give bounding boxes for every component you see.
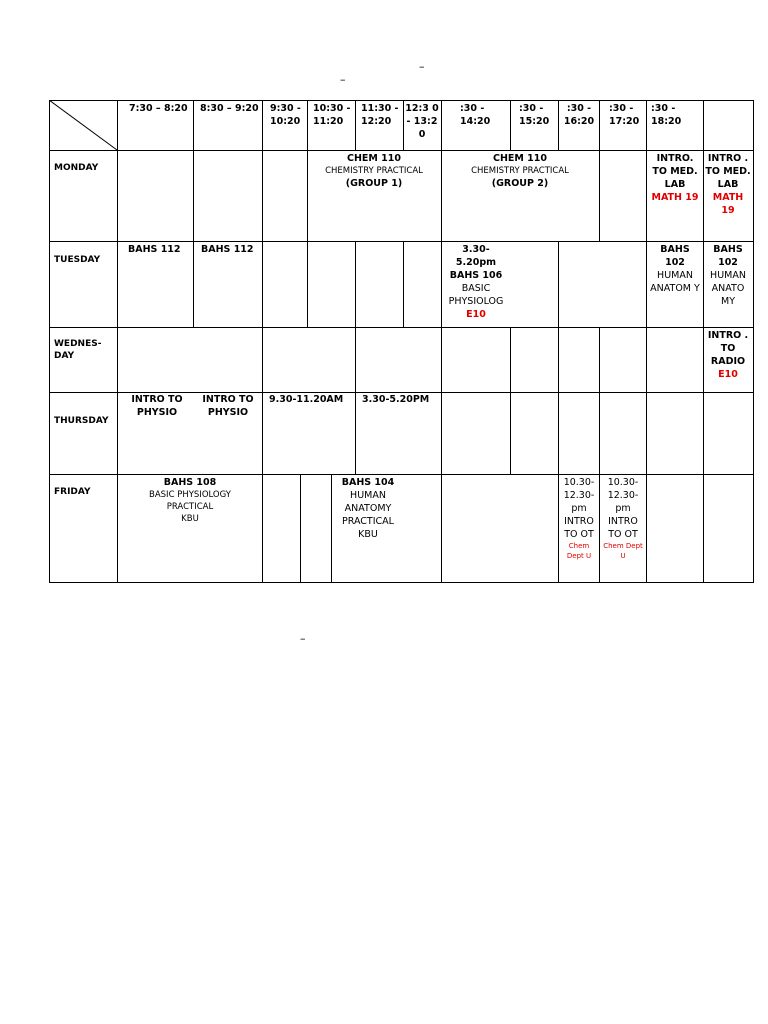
course-title: CHEMISTRY PRACTICAL bbox=[325, 166, 423, 176]
class-intro-ot bbox=[601, 476, 645, 561]
course-room: Chem Dept U bbox=[603, 542, 643, 560]
course-code: CHEM 110 bbox=[346, 153, 401, 164]
time-header: :30 - 14:20 bbox=[460, 103, 491, 127]
course-title: BASIC PHYSIOLOGY PRACTICAL bbox=[149, 490, 231, 512]
course-place: KBU bbox=[181, 514, 199, 524]
day-label-tuesday: TUESDAY bbox=[54, 255, 101, 265]
course-title: HUMAN ANATO MY bbox=[710, 270, 746, 307]
course-title: CHEMISTRY PRACTICAL bbox=[471, 166, 569, 176]
time-header: 8:30 – 9:20 bbox=[200, 103, 259, 114]
course-room: MATH 19 bbox=[651, 192, 699, 203]
day-label-friday: FRIDAY bbox=[54, 487, 91, 497]
course-title: INTRO . TO RADIO bbox=[707, 330, 749, 367]
course-place: KBU bbox=[358, 529, 378, 540]
time-header: 12:3 0 - 13:2 0 bbox=[405, 103, 439, 140]
course-room: Chem Dept U bbox=[566, 542, 592, 560]
course-code: BAHS 108 bbox=[163, 477, 217, 488]
day-label-wednesday: WEDNES- DAY bbox=[54, 339, 102, 361]
course-time: 10.30- 12.30- pm bbox=[563, 477, 595, 514]
decorative-dash: – bbox=[340, 73, 346, 86]
course-title: INTRO TO OT bbox=[564, 516, 594, 540]
class-chem-110-group-1 bbox=[307, 152, 441, 190]
time-header: 7:30 – 8:20 bbox=[129, 103, 188, 114]
class-bahs-102 bbox=[705, 243, 751, 308]
time-header: :30 - 16:20 bbox=[563, 103, 595, 127]
class-intro-physio: INTRO TO PHYSIO bbox=[131, 394, 183, 418]
course-code: BAHS 102 bbox=[713, 244, 743, 268]
time-header: :30 - 17:20 bbox=[609, 103, 640, 127]
time-header: 10:30 - 11:20 bbox=[313, 103, 351, 127]
course-time: 3.30- 5.20pm bbox=[455, 244, 497, 268]
class-intro-ot bbox=[560, 476, 598, 561]
timetable bbox=[49, 100, 754, 583]
class-intro-med-lab bbox=[648, 152, 702, 204]
class-chem-110-group-2 bbox=[441, 152, 599, 190]
decorative-dash: – bbox=[419, 60, 425, 73]
class-intro-physio: INTRO TO PHYSIO bbox=[202, 394, 254, 418]
class-time-afternoon: 3.30-5.20PM bbox=[362, 394, 430, 405]
course-room: E10 bbox=[718, 369, 738, 380]
day-label-thursday: THURSDAY bbox=[54, 416, 109, 426]
course-code: CHEM 110 bbox=[492, 153, 547, 164]
course-title: BASIC PHYSIOLOG bbox=[448, 283, 504, 307]
course-code: BAHS 102 bbox=[660, 244, 690, 268]
course-group: (GROUP 2) bbox=[491, 178, 549, 189]
course-code: BAHS 106 bbox=[449, 270, 503, 281]
decorative-dash: – bbox=[300, 632, 306, 645]
course-code: BAHS 104 bbox=[341, 477, 395, 488]
course-title: INTRO TO OT bbox=[608, 516, 638, 540]
day-label-monday: MONDAY bbox=[54, 163, 99, 173]
class-bahs-112: BAHS 112 bbox=[201, 244, 254, 255]
time-header: 11:30 - 12:20 bbox=[361, 103, 399, 127]
class-time-morning: 9.30-11.20AM bbox=[269, 394, 344, 405]
course-title: HUMAN ANATOM Y bbox=[650, 270, 700, 294]
class-bahs-106 bbox=[443, 243, 509, 321]
course-title: INTRO. TO MED. LAB bbox=[652, 153, 698, 190]
class-bahs-102 bbox=[649, 243, 701, 295]
course-title: INTRO . TO MED. LAB bbox=[705, 153, 751, 190]
course-room: E10 bbox=[466, 309, 486, 320]
class-intro-radio bbox=[705, 329, 751, 381]
time-header: 9:30 - 10:20 bbox=[270, 103, 301, 127]
class-intro-med-lab bbox=[705, 152, 751, 217]
course-room: MATH 19 bbox=[712, 192, 744, 216]
course-group: (GROUP 1) bbox=[345, 178, 403, 189]
class-bahs-112: BAHS 112 bbox=[128, 244, 181, 255]
time-header: :30 - 15:20 bbox=[519, 103, 550, 127]
time-header: :30 - 18:20 bbox=[651, 103, 682, 127]
course-time: 10.30- 12.30- pm bbox=[607, 477, 639, 514]
class-bahs-108 bbox=[119, 476, 261, 525]
course-title: HUMAN ANATOMY PRACTICAL bbox=[342, 490, 394, 527]
class-bahs-104 bbox=[333, 476, 403, 541]
